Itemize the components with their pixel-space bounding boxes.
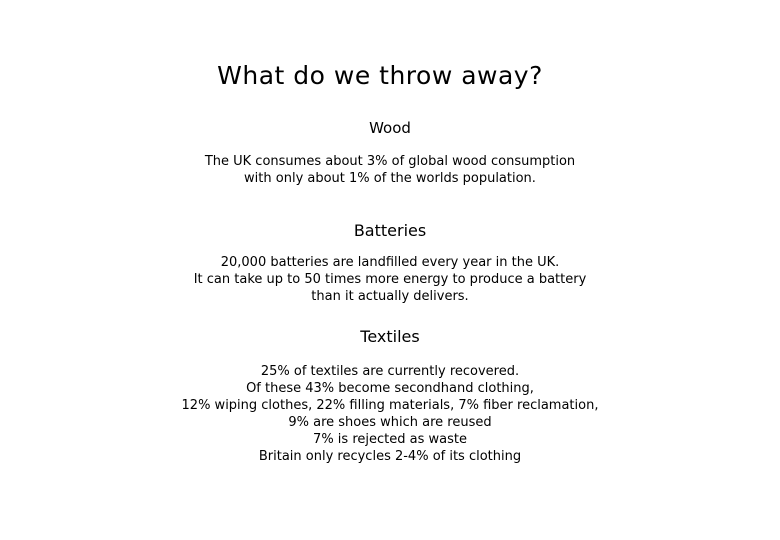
section-heading-batteries: [0, 220, 780, 242]
section-heading-wood: [0, 118, 780, 138]
section-body-batteries: [0, 254, 780, 305]
textiles-line-3: 12% wiping clothes, 22% filling materials, 7% fiber reclamation,: [181, 398, 599, 413]
batteries-line-1: 20,000 batteries are landfilled every year in the UK.: [220, 255, 560, 270]
section-heading-batteries-text: Batteries: [353, 221, 427, 240]
wood-line-2: with only about 1% of the worlds population.: [244, 171, 536, 186]
section-body-wood: [0, 153, 780, 187]
textiles-line-2: Of these 43% become secondhand clothing,: [246, 381, 534, 396]
textiles-line-1: 25% of textiles are currently recovered.: [260, 364, 520, 379]
section-body-textiles: [0, 363, 780, 465]
section-heading-textiles-text: Textiles: [360, 327, 420, 346]
page-title: [0, 60, 780, 92]
textiles-line-5: 7% is rejected as waste: [313, 432, 467, 447]
batteries-line-2: It can take up to 50 times more energy to produce a battery: [193, 272, 587, 287]
textiles-line-6: Britain only recycles 2-4% of its clothing: [258, 449, 522, 464]
wood-line-1: The UK consumes about 3% of global wood consumption: [204, 154, 576, 169]
batteries-line-3: than it actually delivers.: [311, 289, 469, 304]
section-heading-textiles: [0, 326, 780, 348]
page-title-text: What do we throw away?: [217, 61, 543, 90]
section-heading-wood-text: Wood: [369, 119, 411, 137]
textiles-line-4: 9% are shoes which are reused: [288, 415, 492, 430]
